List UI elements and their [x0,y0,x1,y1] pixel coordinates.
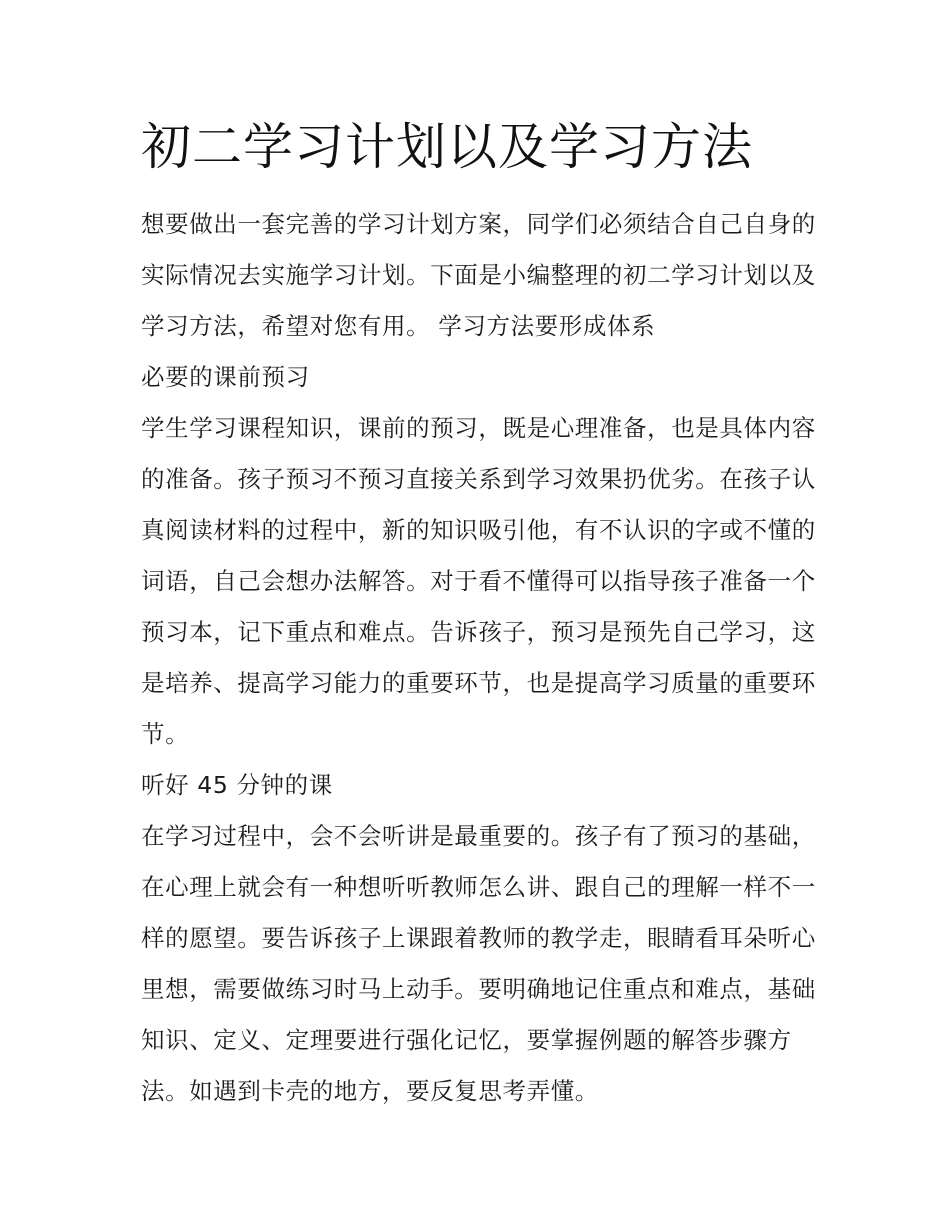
section-heading-preview: 必要的课前预习 [141,363,310,391]
document-body [141,110,821,1117]
document-title: 初二学习计划以及学习方法 [141,118,753,176]
intro-paragraph: 想要做出一套完善的学习计划方案，同学们必须结合自己自身的实际情况去实施学习计划。下面是小编整理的初二学习计划以及学习方法，希望对您有用。 学习方法要形成体系 [141,210,816,340]
section-body-lecture: 在学习过程中，会不会听讲是最重要的。孩子有了预习的基础，在心理上就会有一种想听听教师怎么讲、跟自己的理解一样不一样的愿望。要告诉孩子上课跟着教师的教学走，眼睛看耳朵听心里想，需要做练习时马上动手。要明确地记住重点和难点，基础知识、定义、定理要进行强化记忆，要掌握例题的解答步骤方法。如遇到卡壳的地方，要反复思考弄懂。 [141,822,816,1105]
section-heading-lecture: 听好 45 分钟的课 [141,771,333,799]
section-body-preview: 学生学习课程知识，课前的预习，既是心理准备，也是具体内容的准备。孩子预习不预习直接关系到学习效果扔优劣。在孩子认真阅读材料的过程中，新的知识吸引他，有不认识的字或不懂的词语，自己会想办法解答。对于看不懂得可以指导孩子准备一个预习本，记下重点和难点。告诉孩子，预习是预先自己学习，这是培养、提高学习能力的重要环节，也是提高学习质量的重要环节。 [141,414,816,748]
